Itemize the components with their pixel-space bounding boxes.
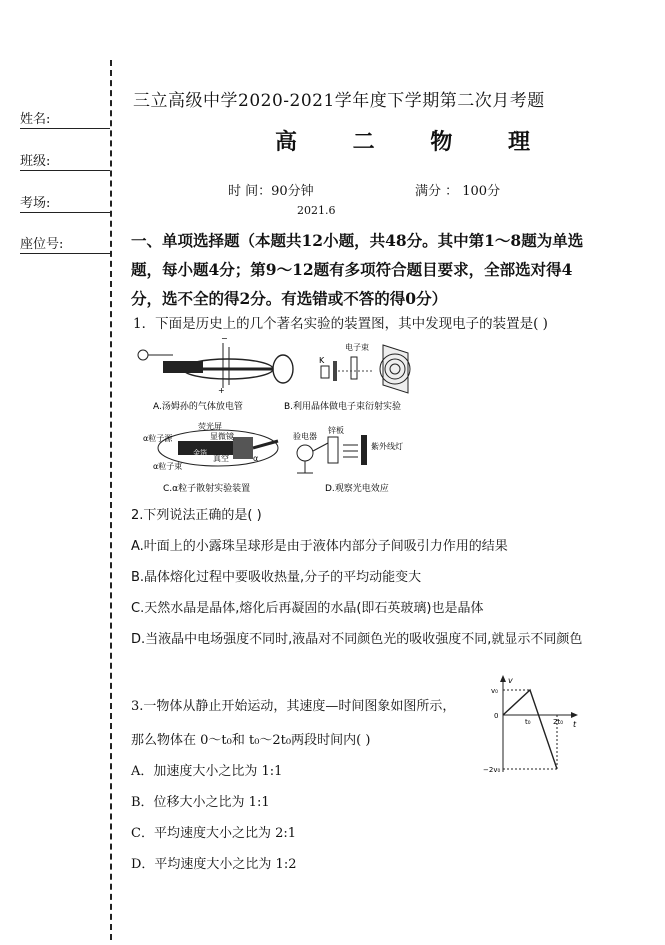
figure-c-label-lens: 显微镜: [210, 432, 234, 441]
subject-title: 高 二 物 理: [275, 129, 554, 155]
school-title: 三立高级中学2020-2021学年度下学期第二次月考题: [133, 91, 545, 111]
figure-b-label-beam: 电子束: [345, 343, 369, 352]
q2-option-d: D.当液晶中电场强度不同时,液晶对不同颜色光的吸收强度不同,就显示不同颜色: [131, 632, 583, 647]
figure-c-alpha-scattering: [143, 421, 278, 494]
figure-d-label-electroscope: 验电器: [293, 432, 317, 441]
figure-d-label-lamp: 紫外线灯: [371, 442, 403, 451]
label-t: t: [573, 720, 577, 729]
exam-time: 时 间：90分钟: [228, 184, 314, 199]
label-origin: 0: [494, 712, 499, 720]
figure-c-label-vacuum: 真空: [213, 454, 229, 463]
figure-c-label-screen: 荧光屏: [198, 422, 222, 431]
figure-c-label-foil: 金箔: [193, 449, 207, 457]
seat-number-field[interactable]: 座位号:: [20, 233, 110, 254]
figure-b-electron-diffraction: [284, 342, 410, 412]
section-heading: 一、单项选择题（本题共12小题，共48分。其中第1～8题为单选题，每小题4分；第9～12题有多项符合题目要求，全部选对得4分，选不全的得2分。有选错或不答的得0分）: [131, 231, 584, 308]
q3-option-d: D．平均速度大小之比为 1:2: [131, 857, 297, 872]
figure-b-label-k: K: [319, 356, 325, 365]
label-2t0: 2t₀: [553, 718, 564, 726]
q1-figure-panel: [133, 333, 453, 498]
velocity-time-graph: [483, 672, 583, 782]
name-field[interactable]: 姓名:: [20, 108, 110, 129]
exam-room-field[interactable]: 考场:: [20, 192, 110, 213]
figure-a-caption: A.汤姆孙的气体放电管: [153, 402, 243, 412]
label-neg2v0: −2v₀: [483, 766, 501, 774]
velocity-line: [503, 690, 557, 769]
svg-text:−: −: [221, 334, 228, 343]
figure-c-label-alpha: α: [253, 454, 259, 463]
q3-option-a: A．加速度大小之比为 1:1: [131, 764, 283, 779]
full-score: 满分 ： 100分: [415, 184, 501, 199]
label-t0: t₀: [525, 718, 531, 726]
figure-d-caption: D.观察光电效应: [325, 484, 389, 494]
figure-d-label-plate: 锌板: [328, 426, 344, 435]
svg-text:+: +: [218, 386, 225, 395]
q3-option-b: B．位移大小之比为 1:1: [131, 795, 270, 810]
figure-a-discharge-tube: [138, 334, 293, 412]
figure-c-caption: C.α粒子散射实验装置: [163, 484, 251, 494]
figure-b-caption: B.利用晶体做电子束衍射实验: [284, 402, 402, 412]
exam-date: 2021.6: [297, 204, 336, 217]
q2-option-a: A.叶面上的小露珠呈球形是由于液体内部分子间吸引力作用的结果: [131, 539, 508, 554]
figure-d-photoelectric: [293, 425, 403, 494]
label-v: v: [508, 676, 513, 685]
question-2-stem: 2.下列说法正确的是( ): [131, 508, 262, 523]
figure-c-label-source: α粒子源: [143, 434, 173, 443]
label-v0: v₀: [491, 687, 498, 695]
q3-option-c: C．平均速度大小之比为 2:1: [131, 826, 297, 841]
figure-c-label-beam: α粒子束: [153, 462, 183, 471]
question-3-stem: 3.一物体从静止开始运动，其速度—时间图象如图所示，那么物体在 0～t₀和 t₀～2t₀两段时间内( ): [131, 699, 456, 748]
question-1-stem: 1．下面是历史上的几个著名实验的装置图，其中发现电子的装置是( ): [133, 316, 548, 332]
q2-option-c: C.天然水晶是晶体,熔化后再凝固的水晶(即石英玻璃)也是晶体: [131, 601, 484, 616]
class-field[interactable]: 班级:: [20, 150, 110, 171]
binding-dashed-line: [110, 60, 112, 940]
q2-option-b: B.晶体熔化过程中要吸收热量,分子的平均动能变大: [131, 570, 422, 585]
